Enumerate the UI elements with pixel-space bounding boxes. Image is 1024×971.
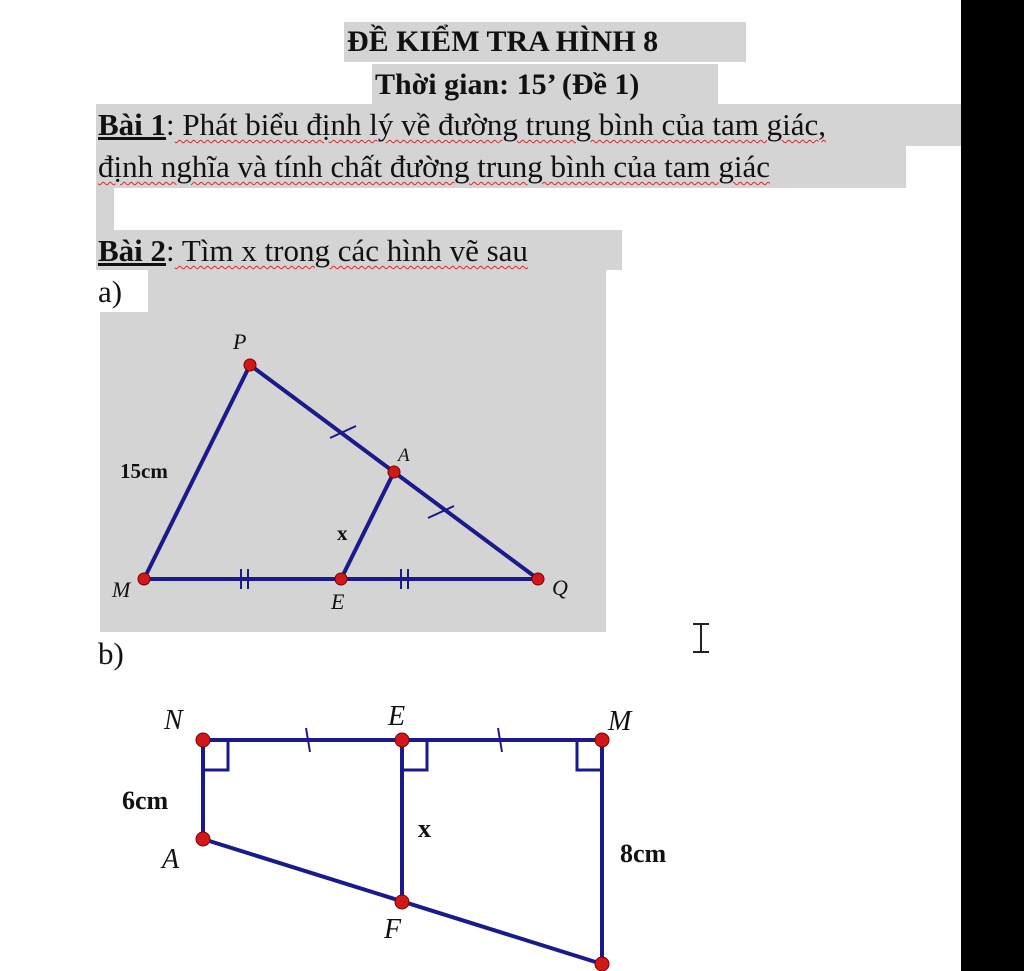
label-F: F — [384, 914, 402, 945]
point-P — [244, 359, 256, 371]
point-A — [388, 466, 400, 478]
label-P: P — [233, 329, 247, 354]
bai1-label: Bài 1 — [98, 107, 167, 142]
page-title: ĐỀ KIỂM TRA HÌNH 8 — [347, 25, 659, 58]
point-E — [335, 573, 347, 585]
label-M-b: M — [608, 706, 632, 737]
label-E: E — [331, 589, 345, 614]
label-15cm: 15cm — [120, 459, 168, 483]
label-M: M — [112, 577, 131, 602]
label-A-b: A — [162, 844, 180, 875]
figure-b-trapezoid — [100, 692, 720, 971]
bai1-colon: : — [166, 107, 175, 142]
text-cursor-icon — [688, 622, 714, 654]
bai2-line — [98, 233, 528, 269]
point-E-b — [395, 733, 409, 747]
point-bottom-right — [595, 957, 609, 971]
bai2-label: Bài 2 — [98, 233, 167, 268]
part-a-highlight — [148, 270, 606, 312]
label-A: A — [398, 445, 410, 466]
label-6cm: 6cm — [122, 786, 169, 815]
bai2-text: Tìm x trong các hình vẽ sau — [174, 233, 528, 268]
bai2-colon: : — [166, 233, 175, 268]
point-M — [138, 573, 150, 585]
bai1-text-1: Phát biểu định lý về đường trung bình của tam giác, — [174, 107, 827, 142]
part-a-label: a) — [98, 274, 123, 309]
point-F — [395, 895, 409, 909]
label-N: N — [164, 705, 183, 736]
figure-a-triangle — [100, 312, 606, 632]
point-N — [196, 733, 210, 747]
label-x-a: x — [337, 521, 348, 545]
page-subtitle: Thời gian: 15’ (Đề 1) — [375, 68, 640, 101]
label-E-b: E — [388, 701, 406, 732]
label-x-b: x — [418, 814, 431, 843]
label-Q: Q — [552, 575, 568, 600]
figure-a-background — [100, 312, 606, 632]
label-8cm: 8cm — [620, 839, 667, 868]
bai1-line1 — [98, 107, 826, 143]
part-b-label: b) — [98, 636, 124, 671]
blank-line-highlight — [96, 188, 114, 230]
point-Q — [532, 573, 544, 585]
bai1-line2: định nghĩa và tính chất đường trung bình của tam giác — [98, 149, 770, 184]
screen-edge-bar — [961, 0, 1024, 971]
point-M-b — [595, 733, 609, 747]
point-A-b — [196, 832, 210, 846]
